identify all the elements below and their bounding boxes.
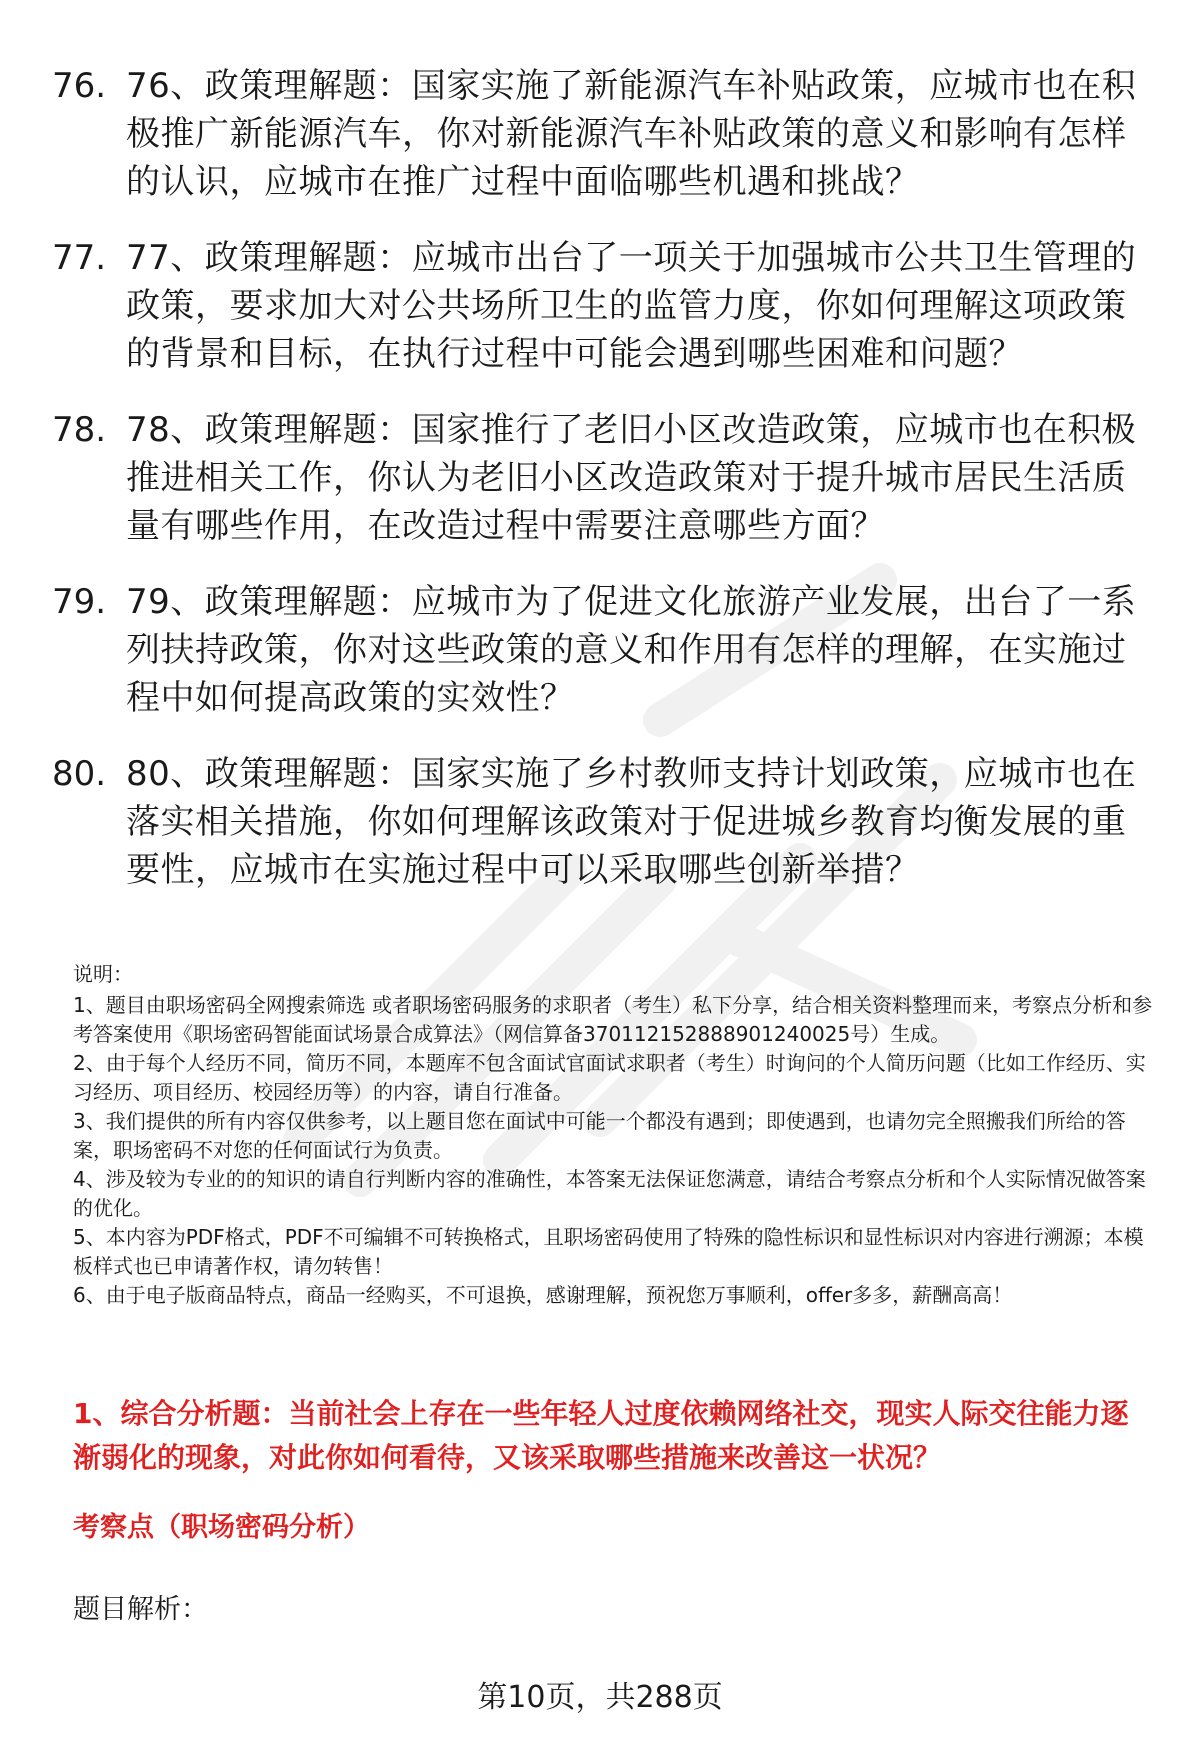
question-list (52, 62, 1152, 922)
list-item (52, 750, 1152, 894)
list-item (52, 406, 1152, 550)
list-item (52, 62, 1152, 206)
list-item (52, 234, 1152, 378)
note-item: 3、我们提供的所有内容仅供参考，以上题目您在面试中可能一个都没有遇到；即使遇到，也请勿完全照搬我们所给的答案，职场密码不对您的任何面试行为负责。 (73, 1109, 1126, 1162)
analysis-heading: 题目解析： (73, 1594, 208, 1625)
list-item (52, 578, 1152, 722)
note-item: 6、由于电子版商品特点，商品一经购买，不可退换，感谢理解，预祝您万事顺利，offer多多，薪酬高高！ (73, 1283, 1013, 1307)
notes-section (73, 960, 1163, 1310)
question-text: 76、政策理解题：国家实施了新能源汽车补贴政策，应城市也在积极推广新能源汽车，你对新能源汽车补贴政策的意义和影响有怎样的认识，应城市在推广过程中面临哪些机遇和挑战？ (126, 66, 1137, 202)
question-number: 76. (52, 66, 107, 106)
highlight-question: 1、综合分析题：当前社会上存在一些年轻人过度依赖网络社交，现实人际交往能力逐渐弱化的现象，对此你如何看待，又该采取哪些措施来改善这一状况？ (73, 1397, 1129, 1474)
question-number: 78. (52, 410, 107, 450)
note-item: 1、题目由职场密码全网搜索筛选 或者职场密码服务的求职者（考生）私下分享，结合相关资料整理而来，考察点分析和参考答案使用《职场密码智能面试场景合成算法》（网信算备370112152888901240025号）生成。 (73, 993, 1153, 1046)
question-text: 80、政策理解题：国家实施了乡村教师支持计划政策，应城市也在落实相关措施，你如何理解该政策对于促进城乡教育均衡发展的重要性，应城市在实施过程中可以采取哪些创新举措？ (126, 754, 1137, 890)
question-text: 78、政策理解题：国家推行了老旧小区改造政策，应城市也在积极推进相关工作，你认为老旧小区改造政策对于提升城市居民生活质量有哪些作用，在改造过程中需要注意哪些方面？ (126, 410, 1137, 546)
question-number: 79. (52, 582, 107, 622)
page-number: 第10页，共288页 (477, 1680, 723, 1715)
question-text: 77、政策理解题：应城市出台了一项关于加强城市公共卫生管理的政策，要求加大对公共场所卫生的监管力度，你如何理解这项政策的背景和目标，在执行过程中可能会遇到哪些困难和问题？ (126, 238, 1137, 374)
kaocha-heading: 考察点（职场密码分析） (73, 1512, 370, 1543)
notes-title: 说明： (73, 962, 133, 986)
question-number: 80. (52, 754, 107, 794)
question-text: 79、政策理解题：应城市为了促进文化旅游产业发展，出台了一系列扶持政策，你对这些政策的意义和作用有怎样的理解，在实施过程中如何提高政策的实效性？ (126, 582, 1137, 718)
note-item: 4、涉及较为专业的的知识的请自行判断内容的准确性，本答案无法保证您满意，请结合考察点分析和个人实际情况做答案的优化。 (73, 1167, 1146, 1220)
note-item: 5、本内容为PDF格式，PDF不可编辑不可转换格式，且职场密码使用了特殊的隐性标识和显性标识对内容进行溯源；本模板样式也已申请著作权，请勿转售！ (73, 1225, 1144, 1278)
question-number: 77. (52, 238, 107, 278)
note-item: 2、由于每个人经历不同，简历不同，本题库不包含面试官面试求职者（考生）时询问的个人简历问题（比如工作经历、实习经历、项目经历、校园经历等）的内容，请自行准备。 (73, 1051, 1146, 1104)
